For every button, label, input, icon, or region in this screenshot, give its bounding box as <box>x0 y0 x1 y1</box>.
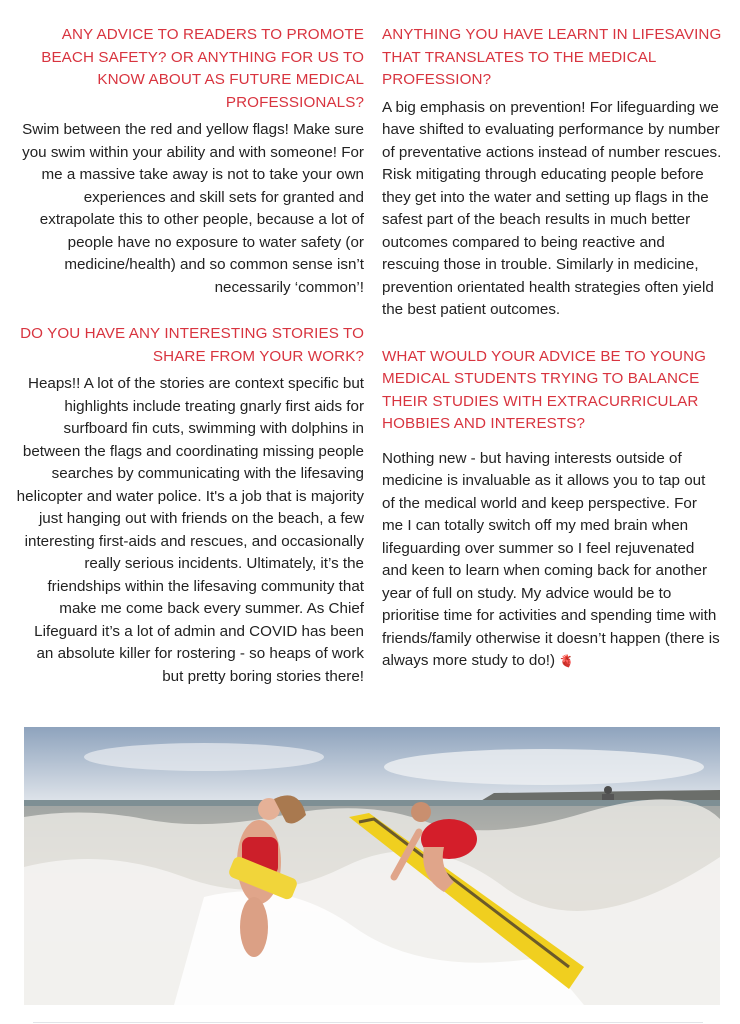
left-column <box>16 24 364 702</box>
question-heading: ANY ADVICE TO READERS TO PROMOTE BEACH SAFETY? OR ANYTHING FOR US TO KNOW ABOUT AS FUTURE MEDICAL PROFESSIONALS? <box>41 26 364 111</box>
question-heading: ANYTHING YOU HAVE LEARNT IN LIFESAVING THAT TRANSLATES TO THE MEDICAL PROFESSION? <box>382 26 722 88</box>
answer-text-content: Nothing new - but having interests outside of medicine is invaluable as it allows you to tap out of the medical world and keep perspective. For me I can totally switch off my med brain when lifeguarding over summer so I feel rejuvenated and keen to learn when coming back for another year of full on study. My advice would be to prioritise time for activities and spending time with friends/family otherwise it doesn’t happen (there is always more study to do!) <box>382 449 720 669</box>
answer-text: Swim between the red and yellow flags! Make sure you swim within your ability and with someone! For me a massive take away is not to take your own experiences and skill sets for granted and extrapolate this to other people, because a lot of people have no exposure to water safety (or medicine/health) and so common sense isn’t necessarily ‘common’! <box>22 121 364 296</box>
beach-photo-icon <box>24 727 720 1005</box>
answer-text: A big emphasis on prevention! For lifeguarding we have shifted to evaluating performance by number of preventative actions instead of number rescues. Risk mitigating through educating people before they get into the water and setting up flags in the safest part of the beach results in much better outcomes compared to being reactive and rescuing those in trouble. Similarly in medicine, prevention orientated health strategies often yield the best patient outcomes. <box>382 98 722 318</box>
anatomical-heart-icon: 🫀 <box>559 654 575 668</box>
divider <box>33 1022 703 1023</box>
right-column <box>382 24 722 687</box>
answer-text: Heaps!! A lot of the stories are context specific but highlights include treating gnarly first aids for surfboard fin cuts, swimming with dolphins in between the flags and coordinating missing people searches by communicating with the lifesaving helicopter and water police. It's a job that is majority just hanging out with friends on the beach, a few interesting first-aids and rescues, and occasionally really serious incidents. Ultimately, it’s the friendships within the lifesaving community that make me come back every summer. As Chief Lifeguard it’s a lot of admin and COVID has been an absolute killer for rostering - so heaps of work but pretty boring stories there! <box>16 375 364 685</box>
question-heading: WHAT WOULD YOUR ADVICE BE TO YOUNG MEDICAL STUDENTS TRYING TO BALANCE THEIR STUDIES WITH EXTRACURRICULAR HOBBIES AND INTERESTS? <box>382 347 707 432</box>
answer-text <box>382 448 722 673</box>
beach-photo <box>24 727 720 1005</box>
question-heading: DO YOU HAVE ANY INTERESTING STORIES TO SHARE FROM YOUR WORK? <box>20 325 364 365</box>
